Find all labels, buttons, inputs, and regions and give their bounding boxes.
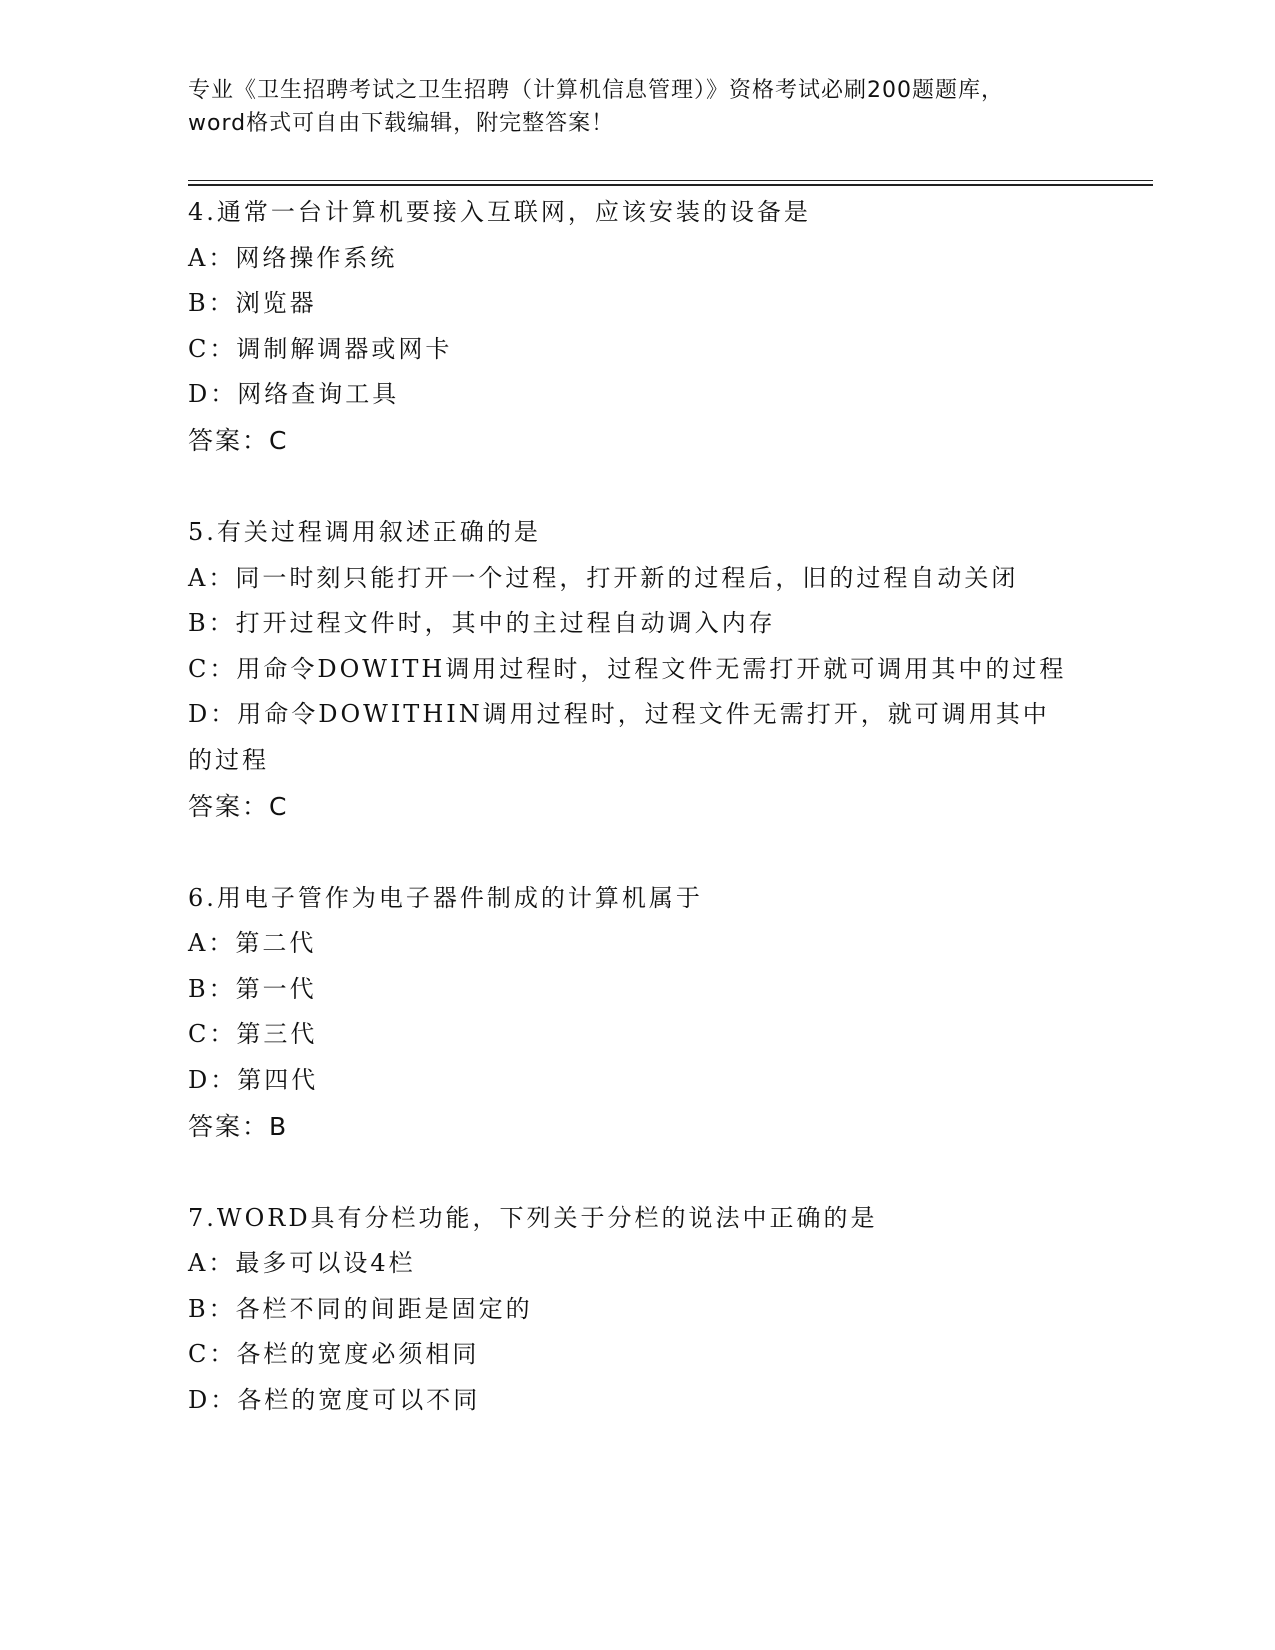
option-a: A：网络操作系统 [188, 243, 398, 272]
option-c: C：用命令DOWITH调用过程时，过程文件无需打开就可调用其中的过程 [188, 654, 1067, 683]
option-b: B：各栏不同的间距是固定的 [188, 1294, 533, 1323]
option-b: B：第一代 [188, 974, 317, 1003]
header-rule-thick [188, 184, 1153, 186]
question-4 [188, 190, 1088, 464]
question-7 [188, 1196, 1088, 1424]
option-a: A：最多可以设4栏 [188, 1249, 416, 1278]
question-stem: 7.WORD具有分栏功能，下列关于分栏的说法中正确的是 [188, 1203, 878, 1232]
option-b: B：浏览器 [188, 289, 317, 318]
answer-label: 答案：B [188, 1111, 289, 1141]
option-c: C：各栏的宽度必须相同 [188, 1340, 480, 1369]
option-d: D：各栏的宽度可以不同 [188, 1385, 481, 1414]
option-b: B：打开过程文件时，其中的主过程自动调入内存 [188, 609, 776, 638]
question-stem: 6.用电子管作为电子器件制成的计算机属于 [188, 883, 703, 912]
header-rule-thin [188, 180, 1153, 181]
option-d: D：第四代 [188, 1065, 319, 1094]
question-stem: 4.通常一台计算机要接入互联网，应该安装的设备是 [188, 198, 811, 226]
question-list [188, 190, 1088, 1469]
answer-label: 答案：C [188, 791, 289, 821]
header-line-2: word格式可自由下载编辑，附完整答案！ [188, 111, 615, 136]
option-d: D：用命令DOWITHIN调用过程时，过程文件无需打开，就可调用其中的过程 [188, 700, 1050, 774]
option-c: C：调制解调器或网卡 [188, 334, 453, 363]
header-line-1: 专业《卫生招聘考试之卫生招聘（计算机信息管理）》资格考试必刷200题题库， [188, 78, 1004, 103]
question-5 [188, 510, 1088, 830]
document-header [188, 74, 1088, 140]
question-stem: 5.有关过程调用叙述正确的是 [188, 517, 541, 546]
option-a: A：第二代 [188, 929, 317, 958]
option-c: C：第三代 [188, 1020, 318, 1049]
question-6 [188, 876, 1088, 1150]
option-d: D：网络查询工具 [188, 380, 400, 409]
option-a: A：同一时刻只能打开一个过程，打开新的过程后，旧的过程自动关闭 [188, 563, 1019, 592]
answer-label: 答案：C [188, 425, 289, 455]
